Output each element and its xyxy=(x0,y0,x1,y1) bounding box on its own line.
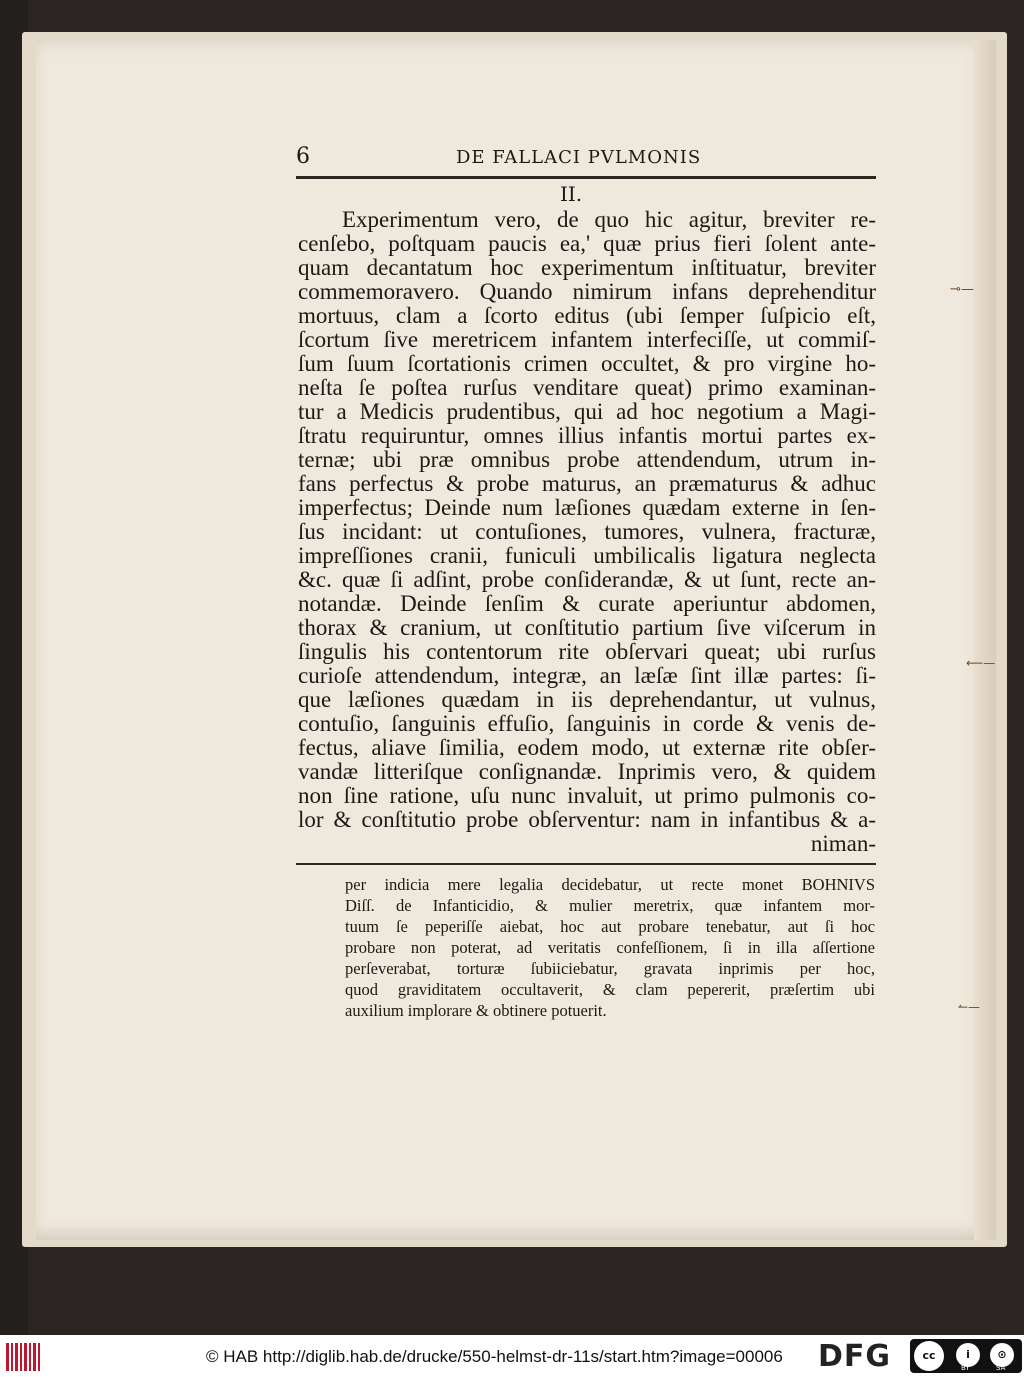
body-line: lor & conſtitutio probe obſerventur: nam in infantibus & a- xyxy=(298,807,876,832)
body-line: impreſſiones cranii, funiculi umbilicalis ligatura neglecta xyxy=(298,543,876,568)
body-line: ſcortum ſive meretricem infantem interfeciſſe, ut commiſ- xyxy=(298,327,876,352)
footnote-rule xyxy=(296,863,876,865)
body-line: ternæ; ubi præ omnibus probe attendendum, utrum in- xyxy=(298,447,876,472)
margin-mark-bottom: ↼— xyxy=(958,1000,981,1014)
footnote-line: Diſſ. de Infanticidio, & mulier meretrix, quæ infantem mor- xyxy=(345,896,875,915)
footnote-line: probare non poterat, ad veritatis confeſſionem, ſi in illa aſſertione xyxy=(345,938,875,957)
body-line: curioſe attendendum, integræ, an læſæ ſint illæ partes: ſi- xyxy=(298,663,876,688)
body-line: niman- xyxy=(810,831,876,856)
body-line: contuſio, ſanguinis effuſio, ſanguinis in corde & venis de- xyxy=(298,711,876,736)
body-line: neſta ſe poſtea rurſus venditare queat) primo examinan- xyxy=(298,375,876,400)
body-line: ſtratu requiruntur, omnes illius infantis mortui partes ex- xyxy=(298,423,876,448)
sa-label: SA xyxy=(996,1364,1006,1372)
page-number: 6 xyxy=(296,144,310,169)
footnote-line: perſeverabat, torturæ ſubiiciebatur, gravata inprimis per hoc, xyxy=(345,959,875,978)
copyright-link[interactable]: © HAB http://diglib.hab.de/drucke/550-helmst-dr-11s/start.htm?image=00006 xyxy=(206,1347,783,1366)
by-label: BY xyxy=(961,1364,970,1372)
page-edge xyxy=(974,40,996,1240)
body-line: &c. quæ ſi adſint, probe conſiderandæ, & ut ſunt, recte an- xyxy=(298,567,876,592)
body-text xyxy=(298,208,876,856)
margin-mark-middle: ⟵— xyxy=(966,656,996,670)
footnote-line: tuum ſe peperiſſe aiebat, hoc aut probare tenebatur, aut ſi hoc xyxy=(345,917,875,936)
cc-icon: cc xyxy=(914,1341,944,1371)
cc-license-icon[interactable] xyxy=(910,1339,1022,1373)
body-line: ſus incidant: ut contuſiones, tumores, vulnera, fracturæ, xyxy=(298,519,876,544)
section-number: II. xyxy=(560,182,583,206)
viewer-footer xyxy=(0,1335,1024,1377)
body-line: fans perfectus & probe maturus, an præmaturus & adhuc xyxy=(298,471,876,496)
body-line: vandæ litteriſque conſignandæ. Inprimis vero, & quidem xyxy=(298,759,876,784)
body-line: notandæ. Deinde ſenſim & curate aperiuntur abdomen, xyxy=(298,591,876,616)
body-line: commemoravero. Quando nimirum infans deprehenditur xyxy=(298,279,876,304)
body-line: mortuus, clam a ſcorto editus (ubi ſemper ſuſpicio eſt, xyxy=(298,303,876,328)
footnote xyxy=(345,874,875,1021)
header-rule xyxy=(296,176,876,179)
body-line: cenſebo, poſtquam paucis ea,' quæ prius fieri ſolent ante- xyxy=(298,231,876,256)
body-line: non ſine ratione, uſu nunc invaluit, ut primo pulmonis co- xyxy=(298,783,876,808)
dfg-logo: DFG xyxy=(818,1339,892,1374)
body-line: ſingulis his contentorum rite obſervari queat; ubi rurſus xyxy=(298,639,876,664)
margin-mark-top: ⊸— xyxy=(950,282,974,297)
by-icon: i xyxy=(956,1343,980,1367)
body-line: que læſiones quædam in iis deprehendantur, ut vulnus, xyxy=(298,687,876,712)
footnote-line: quod graviditatem occultaverit, & clam pepererit, præſertim ubi xyxy=(345,980,875,999)
body-line: Experimentum vero, de quo hic agitur, breviter re- xyxy=(342,207,876,232)
footnote-line: per indicia mere legalia decidebatur, ut recte monet BOHNIVS xyxy=(345,875,875,894)
body-line: thorax & cranium, ut conſtitutio partium ſive viſcerum in xyxy=(298,615,876,640)
footnote-line: auxilium implorare & obtinere potuerit. xyxy=(345,1001,607,1020)
running-title: DE FALLACI PVLMONIS xyxy=(456,147,702,168)
body-line: ſum ſuum ſcortationis crimen occultet, & pro virgine ho- xyxy=(298,351,876,376)
body-line: tur a Medicis prudentibus, qui ad hoc negotium a Magi- xyxy=(298,399,876,424)
body-line: quam decantatum hoc experimentum inſtituatur, breviter xyxy=(298,255,876,280)
body-line: imperfectus; Deinde num læſiones quædam externe in ſen- xyxy=(298,495,876,520)
body-line: fectus, aliave ſimilia, eodem modo, ut externæ rite obſer- xyxy=(298,735,876,760)
barcode-icon xyxy=(6,1343,40,1371)
running-header xyxy=(296,144,876,174)
sa-icon: ⊙ xyxy=(990,1343,1014,1367)
